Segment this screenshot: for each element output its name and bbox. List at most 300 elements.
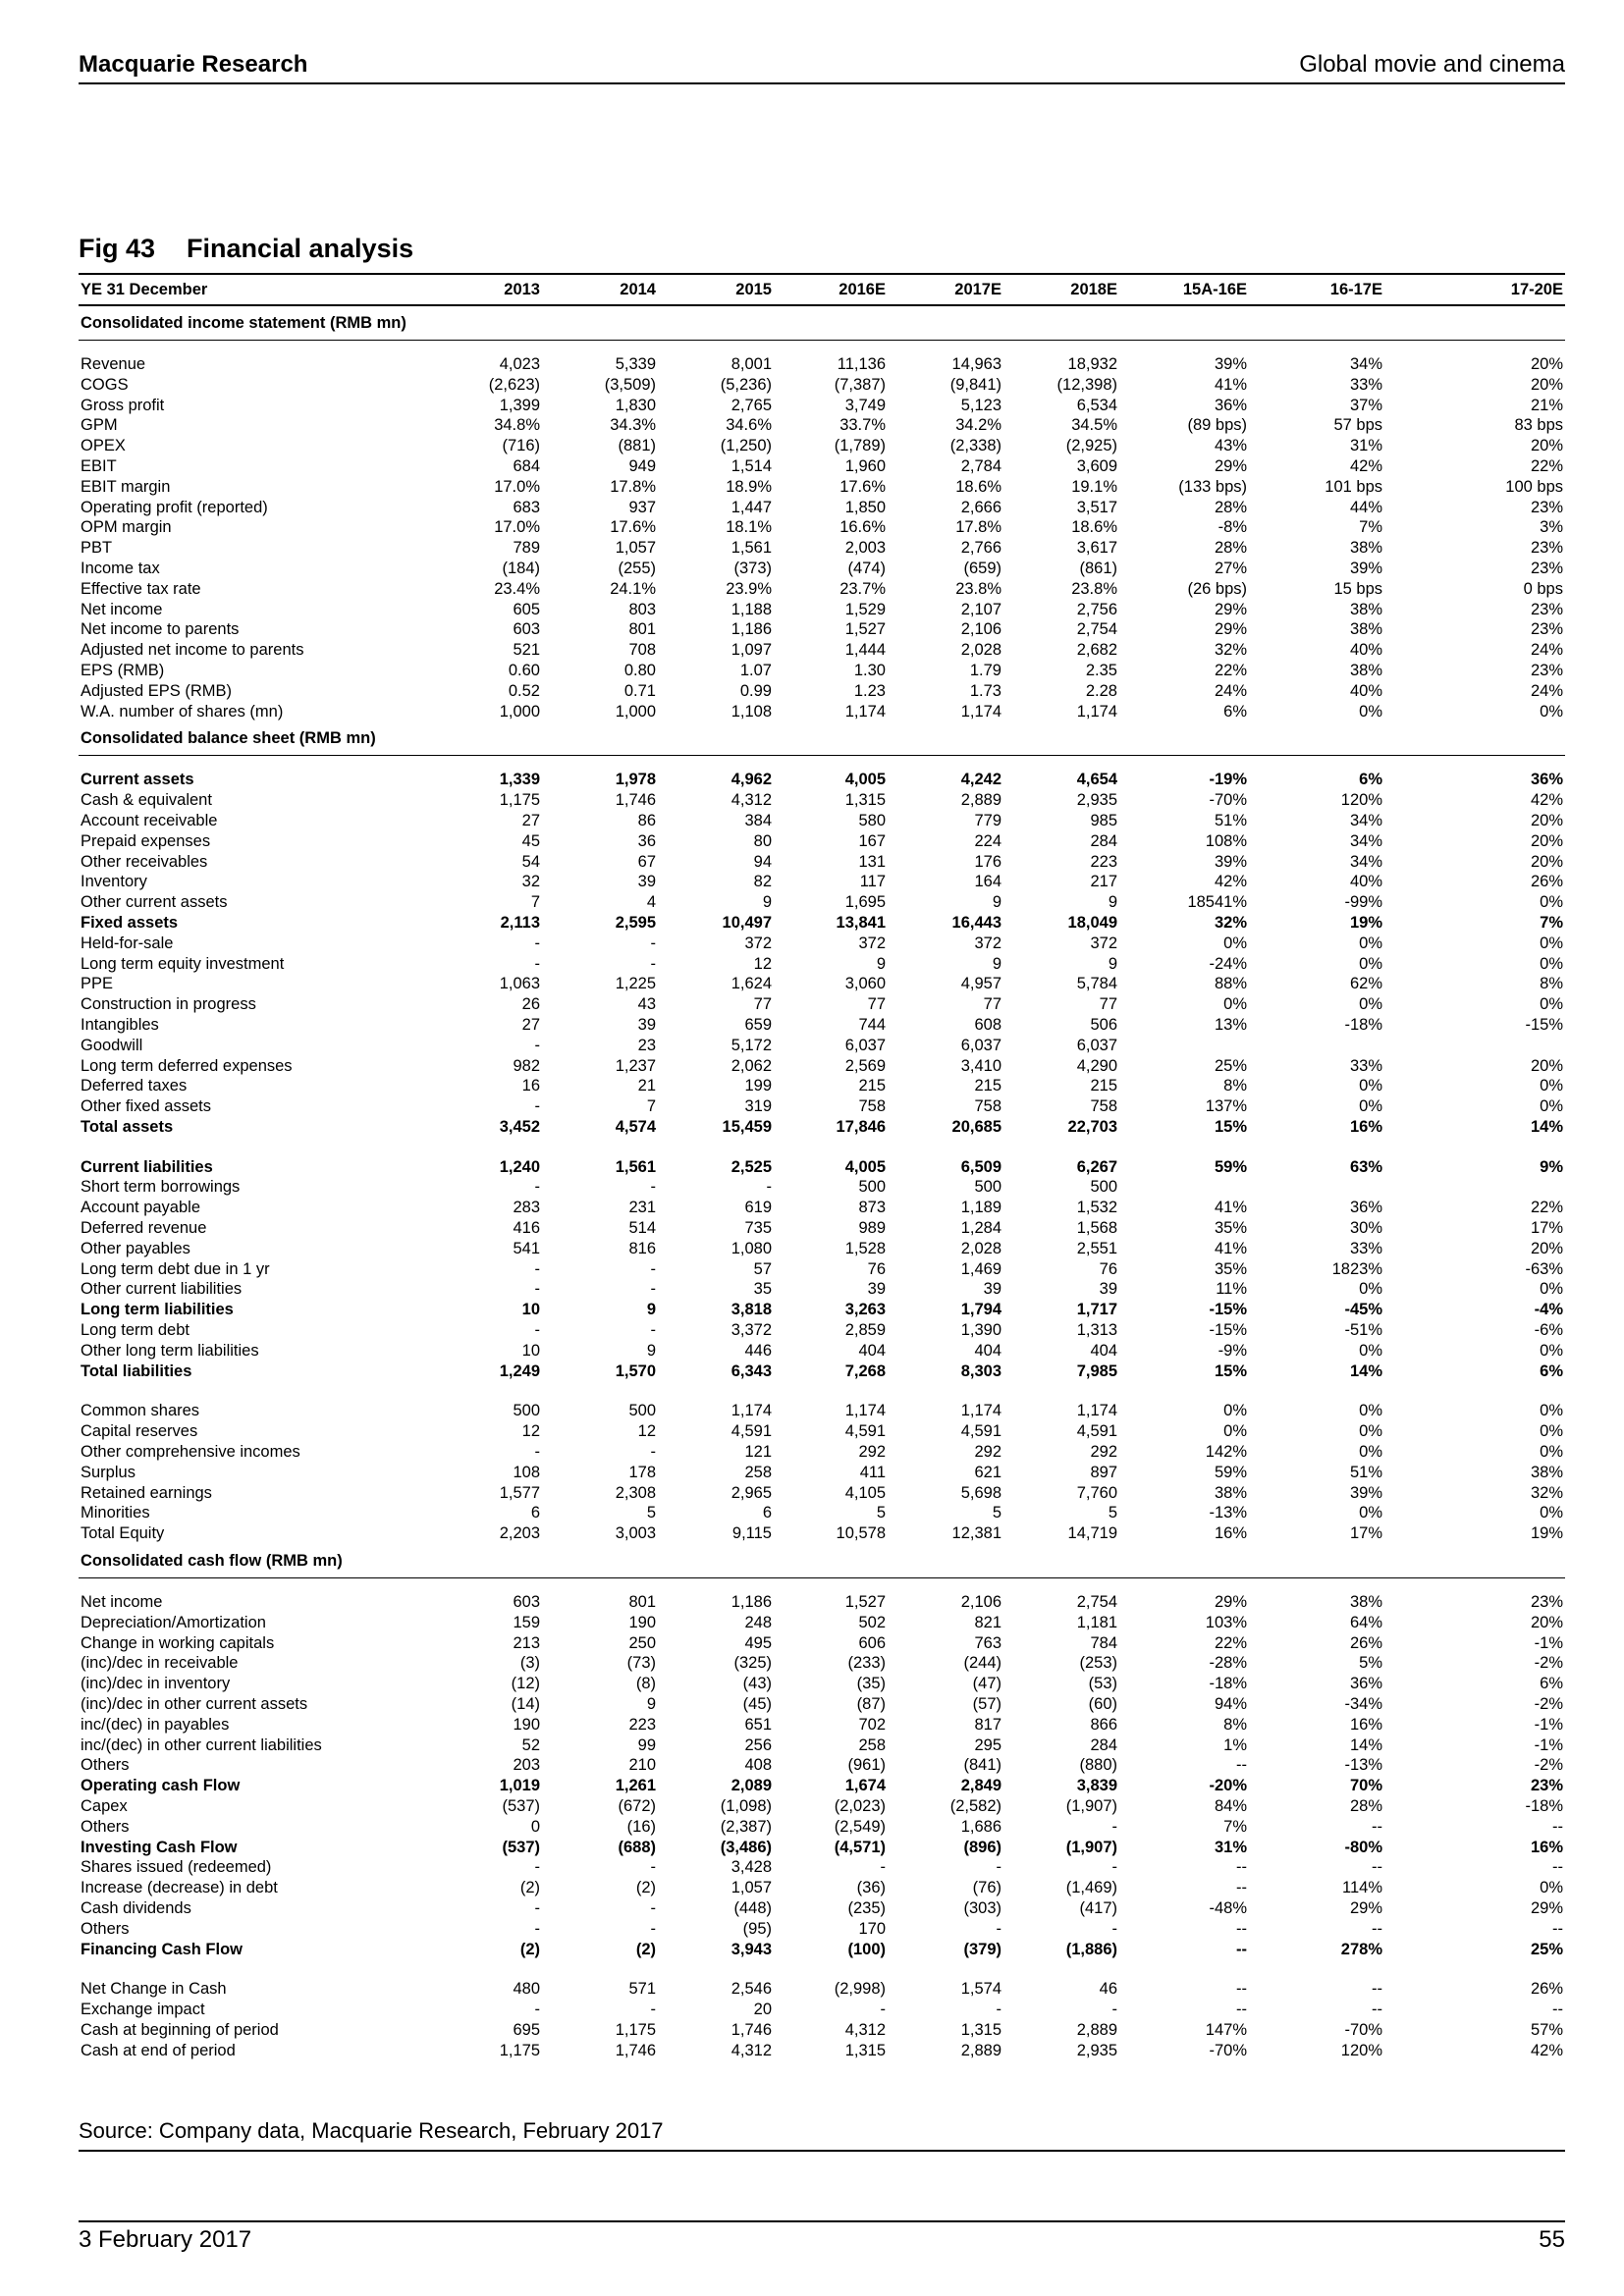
table-row — [79, 1036, 1565, 1056]
cell-value: 20% — [1530, 437, 1563, 455]
cell-value: 29% — [1349, 1898, 1382, 1917]
cell-value: 25% — [1530, 1940, 1563, 1958]
cell-value: 816 — [628, 1239, 656, 1257]
cell-value: 22% — [1214, 661, 1247, 679]
table-row — [79, 619, 1565, 640]
cell-value: (2,549) — [834, 1817, 886, 1836]
cell-value: (448) — [733, 1898, 772, 1917]
row-label: Goodwill — [81, 1036, 143, 1054]
row-label: Deferred revenue — [81, 1219, 207, 1238]
cell-value: 26% — [1349, 1633, 1382, 1652]
cell-value: -2% — [1534, 1695, 1563, 1714]
row-label: Other comprehensive incomes — [81, 1443, 300, 1462]
cell-value: 284 — [1090, 1735, 1117, 1754]
cell-value: 32% — [1214, 641, 1247, 660]
table-row — [79, 1878, 1565, 1898]
cell-value: 4,574 — [615, 1117, 656, 1136]
cell-value: 1,174 — [731, 1402, 772, 1420]
cell-value: 0 — [530, 1817, 540, 1836]
cell-value: 1% — [1223, 1735, 1247, 1754]
cell-value: 702 — [858, 1715, 886, 1734]
cell-value: (235) — [847, 1898, 886, 1917]
cell-value: 1,532 — [1076, 1199, 1117, 1217]
cell-value: 2,766 — [960, 539, 1001, 558]
cell-value: (253) — [1079, 1654, 1117, 1673]
cell-value: 16% — [1349, 1117, 1382, 1136]
cell-value: 3,372 — [731, 1321, 772, 1340]
cell-value: 1,315 — [960, 2020, 1001, 2039]
cell-value: 36 — [637, 831, 656, 850]
cell-value: 0% — [1540, 1097, 1563, 1116]
cell-value: 19% — [1349, 913, 1382, 932]
row-label: Increase (decrease) in debt — [81, 1879, 278, 1897]
cell-value: - — [880, 2001, 886, 2019]
cell-value: 8% — [1223, 1715, 1247, 1734]
cell-value: 14% — [1349, 1362, 1382, 1380]
cell-value: 0% — [1540, 934, 1563, 952]
cell-value: 500 — [858, 1178, 886, 1197]
section-title: Consolidated cash flow (RMB mn) — [81, 1552, 343, 1571]
cell-value: 500 — [513, 1402, 540, 1420]
cell-value: 3,428 — [731, 1858, 772, 1877]
cell-value: 5 — [992, 1504, 1001, 1522]
row-spacer — [79, 341, 1565, 354]
cell-value: - — [1111, 1817, 1117, 1836]
cell-value: 659 — [744, 1015, 772, 1034]
cell-value: 24% — [1530, 681, 1563, 700]
cell-value: 1,174 — [1076, 702, 1117, 721]
cell-value: 203 — [513, 1756, 540, 1775]
cell-value: 5,123 — [960, 396, 1001, 414]
cell-value: 26 — [521, 995, 540, 1014]
table-row — [79, 954, 1565, 975]
cell-value: 9 — [646, 1695, 656, 1714]
column-header-label: YE 31 December — [81, 281, 208, 298]
cell-value: 684 — [513, 456, 540, 475]
cell-value: 38% — [1530, 1463, 1563, 1481]
cell-value: - — [534, 954, 540, 973]
table-row — [79, 1015, 1565, 1036]
cell-value: 2,889 — [1076, 2020, 1117, 2039]
cell-value: 23 — [637, 1036, 656, 1054]
cell-value: (233) — [847, 1654, 886, 1673]
cell-value: 985 — [1090, 811, 1117, 829]
cell-value: -15% — [1525, 1015, 1563, 1034]
cell-value: 190 — [628, 1613, 656, 1631]
cell-value: 2.35 — [1085, 661, 1117, 679]
cell-value: - — [996, 1919, 1001, 1938]
cell-value: 33% — [1349, 1239, 1382, 1257]
table-row — [79, 1776, 1565, 1796]
cell-value: 34% — [1349, 852, 1382, 871]
cell-value: 2,062 — [731, 1056, 772, 1075]
table-row — [79, 790, 1565, 811]
cell-value: 17,846 — [836, 1117, 886, 1136]
cell-value: 8,001 — [731, 355, 772, 373]
cell-value: 20% — [1530, 831, 1563, 850]
cell-value: 83 bps — [1514, 416, 1563, 435]
cell-value: -- — [1236, 1756, 1247, 1775]
cell-value: 131 — [858, 852, 886, 871]
cell-value: 817 — [974, 1715, 1001, 1734]
cell-value: 1,057 — [731, 1879, 772, 1897]
cell-value: (881) — [618, 437, 656, 455]
cell-value: 1,577 — [499, 1483, 540, 1502]
cell-value: 2,889 — [960, 2041, 1001, 2059]
cell-value: - — [1111, 1858, 1117, 1877]
cell-value: 2,525 — [731, 1157, 772, 1176]
cell-value: 6% — [1359, 771, 1382, 789]
cell-value: 14,719 — [1067, 1524, 1117, 1543]
cell-value: 1823% — [1331, 1259, 1382, 1278]
cell-value: -18% — [1525, 1797, 1563, 1815]
cell-value: 8% — [1223, 1077, 1247, 1095]
cell-value: 51% — [1349, 1463, 1382, 1481]
row-label: Other current assets — [81, 893, 228, 912]
table-row — [79, 2020, 1565, 2041]
cell-value: 40% — [1349, 873, 1382, 891]
cell-value: 258 — [858, 1735, 886, 1754]
cell-value: 416 — [513, 1219, 540, 1238]
cell-value: 1,674 — [844, 1777, 886, 1795]
cell-value: 619 — [744, 1199, 772, 1217]
cell-value: 7% — [1540, 913, 1563, 932]
cell-value: 3,263 — [844, 1301, 886, 1319]
cell-value: -- — [1236, 1980, 1247, 1999]
cell-value: 23% — [1530, 620, 1563, 639]
cell-value: 15% — [1214, 1117, 1247, 1136]
cell-value: -- — [1372, 1817, 1382, 1836]
row-label: Operating cash Flow — [81, 1777, 241, 1795]
cell-value: 44% — [1349, 498, 1382, 516]
cell-value: -4% — [1534, 1301, 1563, 1319]
table-row — [79, 852, 1565, 873]
cell-value: 2,754 — [1076, 620, 1117, 639]
cell-value: 38% — [1349, 661, 1382, 679]
row-label: Income tax — [81, 559, 160, 577]
cell-value: 248 — [744, 1613, 772, 1631]
cell-value: 164 — [974, 873, 1001, 891]
cell-value: 0% — [1359, 702, 1382, 721]
cell-value: 26% — [1530, 873, 1563, 891]
cell-value: 23% — [1530, 661, 1563, 679]
cell-value: 33% — [1349, 375, 1382, 394]
cell-value: (184) — [502, 559, 540, 577]
cell-value: 17.8% — [610, 477, 656, 496]
cell-value: 250 — [628, 1633, 656, 1652]
cell-value: (5,236) — [720, 375, 772, 394]
cell-value: 0% — [1540, 1504, 1563, 1522]
cell-value: (133 bps) — [1178, 477, 1247, 496]
cell-value: (53) — [1088, 1675, 1117, 1693]
cell-value: 86 — [637, 811, 656, 829]
cell-value: 36% — [1530, 771, 1563, 789]
cell-value: (57) — [972, 1695, 1001, 1714]
cell-value: - — [650, 1858, 656, 1877]
cell-value: 6,534 — [1076, 396, 1117, 414]
row-label: Effective tax rate — [81, 579, 201, 598]
cell-value: 28% — [1349, 1797, 1382, 1815]
cell-value: 5,339 — [615, 355, 656, 373]
cell-value: 4,654 — [1076, 771, 1117, 789]
cell-value: 80 — [753, 831, 772, 850]
cell-value: 23% — [1530, 1777, 1563, 1795]
cell-value: 1,399 — [499, 396, 540, 414]
cell-value: 1,174 — [844, 1402, 886, 1420]
cell-value: 36% — [1214, 396, 1247, 414]
cell-value: -70% — [1209, 2041, 1247, 2059]
cell-value: -13% — [1209, 1504, 1247, 1522]
group-spacer — [79, 1959, 1565, 1979]
cell-value: 24% — [1214, 681, 1247, 700]
cell-value: 5 — [876, 1504, 886, 1522]
row-label: Net Change in Cash — [81, 1980, 227, 1999]
cell-value: 57 — [753, 1259, 772, 1278]
cell-value: -28% — [1209, 1654, 1247, 1673]
cell-value: 5,172 — [731, 1036, 772, 1054]
cell-value: 3,517 — [1076, 498, 1117, 516]
cell-value: 16,443 — [951, 913, 1001, 932]
row-label: Inventory — [81, 873, 147, 891]
row-label: Current liabilities — [81, 1157, 213, 1176]
cell-value: -20% — [1209, 1777, 1247, 1795]
cell-value: 17% — [1349, 1524, 1382, 1543]
cell-value: 23% — [1530, 498, 1563, 516]
cell-value: 21% — [1530, 396, 1563, 414]
cell-value: -1% — [1534, 1633, 1563, 1652]
cell-value: -51% — [1344, 1321, 1382, 1340]
cell-value: 0% — [1359, 1341, 1382, 1360]
cell-value: (60) — [1088, 1695, 1117, 1714]
cell-value: (417) — [1079, 1898, 1117, 1917]
table-row — [79, 934, 1565, 954]
cell-value: 7,268 — [844, 1362, 886, 1380]
cell-value: 1,080 — [731, 1239, 772, 1257]
cell-value: 937 — [628, 498, 656, 516]
cell-value: 1,746 — [615, 2041, 656, 2059]
cell-value: - — [1111, 1919, 1117, 1938]
cell-value: 14% — [1349, 1735, 1382, 1754]
cell-value: 23.7% — [839, 579, 886, 598]
cell-value: (2,582) — [949, 1797, 1001, 1815]
cell-value: 57 bps — [1333, 416, 1382, 435]
cell-value: 982 — [513, 1056, 540, 1075]
cell-value: 0% — [1540, 702, 1563, 721]
cell-value: 1.07 — [739, 661, 772, 679]
section-title-row — [79, 1544, 1565, 1578]
cell-value: (1,789) — [834, 437, 886, 455]
cell-value: - — [534, 2001, 540, 2019]
row-label: Operating profit (reported) — [81, 498, 268, 516]
cell-value: 651 — [744, 1715, 772, 1734]
table-row — [79, 579, 1565, 600]
cell-value: 404 — [974, 1341, 1001, 1360]
cell-value: 33.7% — [839, 416, 886, 435]
cell-value: - — [534, 1097, 540, 1116]
cell-value: 17.6% — [610, 518, 656, 537]
cell-value: 39 — [1099, 1280, 1117, 1299]
cell-value: 170 — [858, 1919, 886, 1938]
cell-value: 20% — [1530, 355, 1563, 373]
cell-value: 34.8% — [494, 416, 540, 435]
row-label: Long term deferred expenses — [81, 1056, 293, 1075]
row-label: Long term equity investment — [81, 954, 285, 973]
table-row — [79, 702, 1565, 722]
cell-value: 0% — [1223, 1402, 1247, 1420]
row-label: Held-for-sale — [81, 934, 174, 952]
cell-value: 0% — [1359, 1402, 1382, 1420]
cell-value: 1,695 — [844, 893, 886, 912]
cell-value: - — [534, 1036, 540, 1054]
cell-value: 1,527 — [844, 1593, 886, 1612]
cell-value: 16.6% — [839, 518, 886, 537]
row-label: Construction in progress — [81, 995, 256, 1014]
cell-value: 31% — [1214, 1838, 1247, 1856]
cell-value: 103% — [1205, 1613, 1247, 1631]
cell-value: 22% — [1214, 1633, 1247, 1652]
cell-value: 39 — [637, 873, 656, 891]
cell-value: 480 — [513, 1980, 540, 1999]
cell-value: 24% — [1530, 641, 1563, 660]
cell-value: 0% — [1540, 1341, 1563, 1360]
cell-value: 13% — [1214, 1015, 1247, 1034]
cell-value: 256 — [744, 1735, 772, 1754]
cell-value: 10,497 — [722, 913, 772, 932]
cell-value: 4 — [646, 893, 656, 912]
cell-value: 801 — [628, 1593, 656, 1612]
report-date: 3 February 2017 — [79, 2226, 252, 2253]
cell-value: 82 — [753, 873, 772, 891]
cell-value: 4,962 — [731, 771, 772, 789]
cell-value: -19% — [1209, 771, 1247, 789]
cell-value: 36% — [1349, 1199, 1382, 1217]
cell-value: 121 — [744, 1443, 772, 1462]
cell-value: - — [534, 1321, 540, 1340]
cell-value: 23% — [1530, 1593, 1563, 1612]
cell-value: 502 — [858, 1613, 886, 1631]
row-label: Revenue — [81, 355, 146, 373]
cell-value: -2% — [1534, 1654, 1563, 1673]
cell-value: - — [650, 1178, 656, 1197]
cell-value: 120% — [1340, 2041, 1382, 2059]
cell-value: -99% — [1344, 893, 1382, 912]
cell-value: 29% — [1530, 1898, 1563, 1917]
cell-value: 1,527 — [844, 620, 886, 639]
column-header: 17-20E — [1510, 281, 1563, 298]
row-label: Account receivable — [81, 811, 218, 829]
cell-value: 38% — [1214, 1483, 1247, 1502]
cell-value: -45% — [1344, 1301, 1382, 1319]
cell-value: 29% — [1214, 1593, 1247, 1612]
cell-value: 108 — [513, 1463, 540, 1481]
cell-value: 15 bps — [1333, 579, 1382, 598]
cell-value: 77 — [867, 995, 886, 1014]
cell-value: 0.80 — [623, 661, 656, 679]
cell-value: 217 — [1090, 873, 1117, 891]
table-row — [79, 436, 1565, 456]
row-label: Exchange impact — [81, 2001, 205, 2019]
table-row — [79, 1442, 1565, 1463]
cell-value: 801 — [628, 620, 656, 639]
cell-value: 278% — [1340, 1940, 1382, 1958]
cell-value: 4,591 — [731, 1422, 772, 1441]
cell-value: 2,666 — [960, 498, 1001, 516]
row-label: Others — [81, 1919, 130, 1938]
row-label: Other payables — [81, 1239, 190, 1257]
cell-value: 39% — [1349, 559, 1382, 577]
row-label: (inc)/dec in inventory — [81, 1675, 231, 1693]
cell-value: 11% — [1216, 1280, 1247, 1299]
report-section-title: Global movie and cinema — [1299, 51, 1565, 78]
cell-value: 763 — [974, 1633, 1001, 1652]
cell-value: 215 — [1090, 1077, 1117, 1095]
cell-value: 2.28 — [1085, 681, 1117, 700]
table-row — [79, 1817, 1565, 1838]
cell-value: 0% — [1540, 1879, 1563, 1897]
cell-value: - — [650, 1443, 656, 1462]
cell-value: 0% — [1540, 1422, 1563, 1441]
table-row — [79, 538, 1565, 559]
cell-value: (45) — [742, 1695, 772, 1714]
cell-value: 38% — [1349, 539, 1382, 558]
cell-value: 70% — [1349, 1777, 1382, 1795]
cell-value: 32% — [1530, 1483, 1563, 1502]
cell-value: (1,250) — [720, 437, 772, 455]
figure-caption: Financial analysis — [187, 234, 414, 263]
cell-value: 1,019 — [499, 1777, 540, 1795]
cell-value: 372 — [744, 934, 772, 952]
cell-value: (2,338) — [949, 437, 1001, 455]
cell-value: 1,284 — [960, 1219, 1001, 1238]
row-label: EBIT — [81, 456, 117, 475]
cell-value: 7 — [646, 1097, 656, 1116]
cell-value: (474) — [847, 559, 886, 577]
cell-value: - — [650, 1919, 656, 1938]
cell-value: 62% — [1349, 975, 1382, 993]
cell-value: 2,308 — [615, 1483, 656, 1502]
cell-value: 7,760 — [1076, 1483, 1117, 1502]
table-row — [79, 1715, 1565, 1735]
cell-value: 34% — [1349, 811, 1382, 829]
cell-value: 1,237 — [615, 1056, 656, 1075]
cell-value: 1,261 — [615, 1777, 656, 1795]
cell-value: 2,784 — [960, 456, 1001, 475]
cell-value: (2,023) — [834, 1797, 886, 1815]
cell-value: 0% — [1540, 1443, 1563, 1462]
cell-value: 603 — [513, 1593, 540, 1612]
column-header: 2013 — [504, 281, 540, 298]
cell-value: 1,000 — [615, 702, 656, 721]
cell-value: (73) — [626, 1654, 656, 1673]
cell-value: 1.79 — [969, 661, 1001, 679]
cell-value: 14,963 — [951, 355, 1001, 373]
cell-value: 3,749 — [844, 396, 886, 414]
cell-value: 34% — [1349, 831, 1382, 850]
cell-value: 76 — [1099, 1259, 1117, 1278]
column-header: 16-17E — [1329, 281, 1382, 298]
cell-value: 210 — [628, 1756, 656, 1775]
cell-value: -- — [1372, 2001, 1382, 2019]
cell-value: -13% — [1344, 1756, 1382, 1775]
cell-value: (2,387) — [720, 1817, 772, 1836]
cell-value — [1249, 1177, 1384, 1198]
cell-value: 3,943 — [731, 1940, 772, 1958]
cell-value: 9% — [1540, 1157, 1563, 1176]
cell-value: 42% — [1214, 873, 1247, 891]
cell-value: - — [996, 1858, 1001, 1877]
cell-value: 2,106 — [960, 620, 1001, 639]
cell-value: 39% — [1349, 1483, 1382, 1502]
